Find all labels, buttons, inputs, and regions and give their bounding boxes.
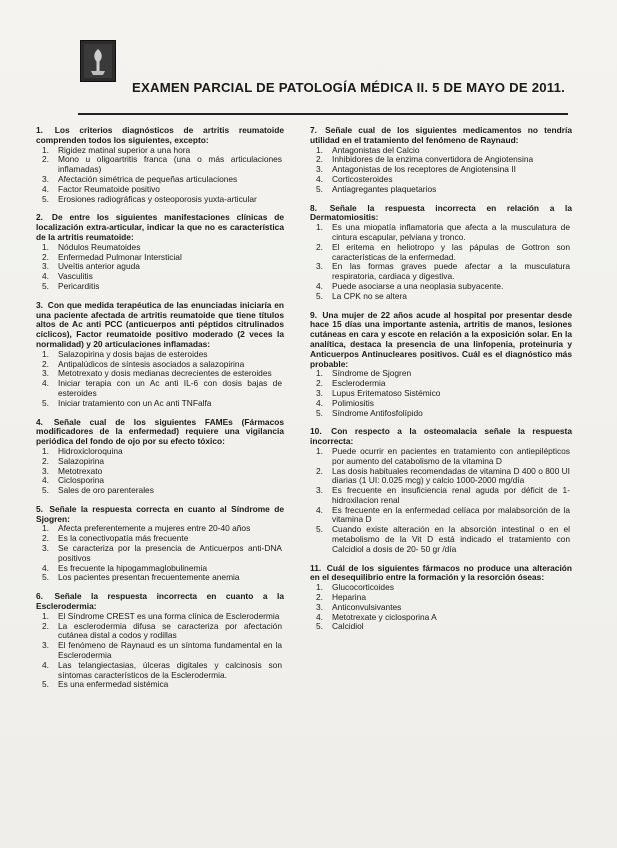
- option-number: 4.: [316, 280, 323, 291]
- answer-option: [36, 155, 284, 175]
- option-text: Síndrome de Sjogren: [332, 368, 412, 379]
- answer-options: [310, 447, 572, 555]
- option-text: Antagonistas de los receptores de Angiotensina II: [332, 164, 516, 175]
- question-stem: [36, 213, 284, 242]
- answer-options: [310, 369, 572, 418]
- option-number: 1.: [42, 523, 49, 534]
- option-number: 2.: [42, 620, 49, 631]
- question-stem: [310, 204, 572, 224]
- question-text: Con que medida terapéutica de las enunciadas iniciaría en una paciente afectada de artritis reumatoide que tiene títulos altos de Ac anti PCC (anticuerpos anti péptidos citrulinados cíclicos), Factor reumatoide positivo moderado (2 veces la normalidad) y 20 articulaciones inflamadas:: [36, 299, 285, 349]
- answer-options: [36, 524, 284, 583]
- option-number: 1.: [316, 222, 323, 233]
- option-number: 5.: [42, 485, 49, 496]
- option-number: 1.: [316, 368, 323, 379]
- question-number: 7.: [310, 125, 317, 135]
- answer-option: [310, 262, 572, 282]
- option-number: 3.: [42, 368, 49, 379]
- option-text: El eritema en heliotropo y las pápulas de Gottron son características de la enfermedad.: [332, 241, 570, 262]
- option-text: Iniciar terapia con un Ac anti IL-6 con dosis bajas de esteroides: [58, 378, 282, 398]
- option-number: 3.: [316, 261, 323, 272]
- question-text: Señale cual de los siguientes FAMEs (Fármacos modificadores de la enfermedad) requiere una vigilancia periódica del fondo de ojo por su efecto tóxico:: [36, 416, 285, 447]
- answer-option: [36, 661, 284, 681]
- option-text: Glucocorticoides: [332, 582, 394, 593]
- option-text: Polimiositis: [332, 397, 374, 408]
- option-text: Antipalúdicos de síntesis asociados a salazopirina: [58, 358, 245, 369]
- question-stem: [36, 505, 284, 525]
- option-text: Es la conectivopatía más frecuente: [58, 533, 189, 544]
- option-text: Es frecuente en la enfermedad celíaca por malabsorción de la vitamina D: [332, 504, 570, 525]
- option-number: 5.: [42, 280, 49, 291]
- answer-option: [310, 185, 572, 195]
- answer-option: [310, 506, 572, 526]
- answer-options: [36, 612, 284, 690]
- option-text: Afecta preferentemente a mujeres entre 20-40 años: [58, 523, 251, 534]
- option-number: 4.: [316, 173, 323, 184]
- answer-option: [310, 409, 572, 419]
- option-number: 4.: [316, 397, 323, 408]
- option-text: Sales de oro parenterales: [58, 485, 154, 496]
- option-number: 3.: [42, 640, 49, 651]
- option-number: 4.: [316, 504, 323, 515]
- question-10: [310, 427, 572, 554]
- option-text: Antagonistas del Calcio: [332, 144, 420, 155]
- answer-option: [310, 525, 572, 554]
- option-text: Es una enfermedad sistémica: [58, 679, 169, 690]
- option-number: 1.: [42, 144, 49, 155]
- question-stem: [36, 301, 284, 350]
- option-text: El Síndrome CREST es una forma clínica de Esclerodermia: [58, 610, 280, 621]
- question-3: [36, 301, 284, 409]
- option-number: 5.: [42, 193, 49, 204]
- option-number: 5.: [316, 183, 323, 194]
- option-number: 4.: [42, 659, 49, 670]
- option-number: 4.: [42, 475, 49, 486]
- question-text: Señale la respuesta incorrecta en cuanto a la Esclerodermia:: [36, 591, 284, 612]
- answer-options: [310, 146, 572, 195]
- option-number: 2.: [42, 455, 49, 466]
- answer-option: [310, 622, 572, 632]
- question-4: [36, 418, 284, 496]
- option-text: Nódulos Reumatoides: [58, 241, 141, 252]
- answer-option: [36, 622, 284, 642]
- option-text: Calcidiol: [332, 621, 364, 632]
- option-text: Puede ocurrir en pacientes en tratamiento con antiepilépticos por aumento del catabolismo de la vitamina D: [332, 445, 570, 466]
- question-2: [36, 213, 284, 291]
- question-text: Señale la respuesta correcta en cuanto al Síndrome de Sjogren:: [36, 503, 284, 524]
- option-number: 4.: [316, 611, 323, 622]
- option-number: 3.: [316, 485, 323, 496]
- option-text: Metotrexato: [58, 465, 103, 476]
- question-number: 9.: [310, 309, 317, 320]
- option-number: 5.: [316, 290, 323, 301]
- option-number: 5.: [42, 679, 49, 690]
- option-number: 2.: [42, 533, 49, 544]
- option-text: Afectación simétrica de pequeñas articulaciones: [58, 173, 238, 184]
- option-text: Iniciar tratamiento con un Ac anti TNFalfa: [58, 397, 212, 408]
- question-6: [36, 592, 284, 690]
- question-number: 8.: [310, 202, 317, 213]
- option-number: 1.: [316, 582, 323, 593]
- option-text: Vasculitis: [58, 271, 93, 282]
- option-number: 4.: [42, 271, 49, 282]
- option-text: Corticosteroides: [332, 173, 393, 184]
- question-number: 4.: [36, 416, 43, 427]
- option-text: Hidroxicloroquina: [58, 445, 123, 456]
- option-number: 3.: [316, 164, 323, 175]
- option-number: 2.: [316, 154, 323, 165]
- option-text: La esclerodermia difusa se caracteriza por afectación cutánea distal a codos y rodillas: [58, 620, 282, 641]
- option-number: 3.: [316, 601, 323, 612]
- option-number: 5.: [42, 397, 49, 408]
- question-stem: [310, 564, 572, 584]
- answer-option: [310, 223, 572, 243]
- question-text: Una mujer de 22 años acude al hospital por presentar desde hace 15 días una importante astenia, artritis de manos, lesiones cutáneas en cara y escote en relación a la exposición solar. En la analítica, destaca la presencia de una linfopenia, proteinuria y Anticuerpos Antinucleares positivos. Cuál es el diagnóstico más probable:: [310, 309, 572, 369]
- option-text: Metotrexato y dosis medianas decrecientes de esteroides: [58, 368, 272, 379]
- question-text: Señale la respuesta incorrecta en relación a la Dermatomiositis:: [310, 202, 573, 223]
- option-text: Mono u oligoartritis franca (una o más articulaciones inflamadas): [58, 154, 282, 175]
- option-number: 2.: [42, 154, 49, 165]
- answer-option: [36, 544, 284, 564]
- question-number: 2.: [36, 212, 43, 223]
- option-number: 4.: [42, 562, 49, 573]
- question-text: Con respecto a la osteomalacia señale la respuesta incorrecta:: [310, 426, 572, 447]
- university-logo-icon: [80, 40, 116, 82]
- option-text: Antiagregantes plaquetarios: [332, 183, 437, 194]
- option-text: Las dosis habituales recomendadas de vitamina D 400 o 800 UI diarias (1 UI: 0.025 mcg) y calcio 1000-2000 mg/día: [332, 465, 570, 486]
- option-text: En las formas graves puede afectar a la musculatura respiratoria, cardiaca y digestiva.: [332, 261, 570, 282]
- option-number: 3.: [42, 465, 49, 476]
- option-number: 2.: [42, 251, 49, 262]
- question-stem: [36, 418, 284, 447]
- option-number: 3.: [316, 387, 323, 398]
- question-11: [310, 564, 572, 633]
- option-text: Rigidez matinal superior a una hora: [58, 144, 191, 155]
- option-number: 1.: [42, 610, 49, 621]
- question-stem: [310, 311, 572, 370]
- answer-option: [310, 486, 572, 506]
- question-stem: [310, 427, 572, 447]
- answer-options: [36, 146, 284, 205]
- answer-option: [36, 282, 284, 292]
- option-text: Es frecuente en insuficiencia renal aguda por déficit de 1-hidroxilacion renal: [332, 485, 570, 505]
- answer-options: [36, 447, 284, 496]
- question-number: 11.: [310, 562, 322, 573]
- option-text: La CPK no se altera: [332, 290, 407, 301]
- question-number: 3.: [36, 299, 43, 310]
- option-number: 3.: [42, 543, 49, 554]
- option-number: 1.: [316, 144, 323, 155]
- option-number: 3.: [42, 173, 49, 184]
- question-stem: [310, 126, 572, 146]
- answer-option: [36, 486, 284, 496]
- question-text: Cuál de los siguientes fármacos no produce una alteración en el desequilibrio entre la formación y la resorción óseas:: [310, 562, 573, 583]
- left-question-column: [36, 126, 284, 699]
- option-number: 3.: [42, 261, 49, 272]
- option-text: Anticonvulsivantes: [332, 601, 402, 612]
- answer-options: [36, 350, 284, 409]
- option-text: Las telangiectasias, úlceras digitales y calcinosis son síntomas característicos de la Esclerodermia.: [58, 659, 282, 680]
- option-text: Erosiones radiográficas y osteoporosis yuxta-articular: [58, 193, 257, 204]
- question-number: 5.: [36, 503, 43, 514]
- option-text: Esclerodermia: [332, 378, 386, 389]
- option-number: 2.: [316, 241, 323, 252]
- exam-title: EXAMEN PARCIAL DE PATOLOGÍA MÉDICA II. 5 DE MAYO DE 2011.: [132, 80, 565, 95]
- option-text: Factor Reumatoide positivo: [58, 183, 160, 194]
- question-8: [310, 204, 572, 302]
- option-text: Pericarditis: [58, 280, 100, 291]
- question-stem: [36, 126, 284, 146]
- option-text: Los pacientes presentan frecuentemente anemia: [58, 572, 240, 583]
- option-text: Es una miopatía inflamatoria que afecta a la musculatura de cintura escapular, pelviana y tronco.: [332, 222, 570, 242]
- option-number: 1.: [316, 445, 323, 456]
- question-9: [310, 311, 572, 419]
- option-text: Heparina: [332, 592, 366, 603]
- answer-options: [36, 243, 284, 292]
- option-text: Puede asociarse a una neoplasia subyacente.: [332, 280, 504, 291]
- option-text: Es frecuente la hipogammaglobulinemia: [58, 562, 207, 573]
- option-number: 5.: [316, 407, 323, 418]
- answer-option: [36, 680, 284, 690]
- option-number: 1.: [42, 241, 49, 252]
- question-text: De entre los siguientes manifestaciones clínicas de localización extra-articular, indicar la que no es característica de la artritis reumatoide:: [36, 212, 284, 242]
- question-1: [36, 126, 284, 204]
- question-7: [310, 126, 572, 195]
- option-text: Salazopirina y dosis bajas de esteroides: [58, 348, 208, 359]
- option-number: 4.: [42, 183, 49, 194]
- answer-option: [310, 243, 572, 263]
- option-text: Cuando existe alteración en la absorción intestinal o en el metabolismo de la Vit D está indicado el tratamiento con Calcidiol a dosis de 20- 50 gr /día: [332, 524, 570, 554]
- option-number: 5.: [316, 621, 323, 632]
- option-number: 1.: [42, 348, 49, 359]
- option-text: El fenómeno de Raynaud es un síntoma fundamental en la Esclerodermia: [58, 640, 282, 661]
- option-text: Metotrexate y ciclosporina A: [332, 611, 437, 622]
- option-number: 2.: [316, 378, 323, 389]
- answer-option: [36, 641, 284, 661]
- question-number: 1.: [36, 125, 43, 135]
- option-number: 4.: [42, 378, 49, 389]
- answer-option: [36, 573, 284, 583]
- option-text: Lupus Eritematoso Sistémico: [332, 387, 441, 398]
- option-number: 2.: [42, 358, 49, 369]
- option-text: Síndrome Antifosfolípido: [332, 407, 423, 418]
- option-number: 5.: [316, 524, 323, 535]
- answer-option: [36, 379, 284, 399]
- question-number: 10.: [310, 426, 322, 437]
- option-number: 1.: [42, 445, 49, 456]
- option-number: 5.: [42, 572, 49, 583]
- question-5: [36, 505, 284, 583]
- answer-options: [310, 223, 572, 301]
- answer-option: [36, 399, 284, 409]
- right-question-column: [310, 126, 572, 641]
- answer-option: [310, 467, 572, 487]
- option-text: Se caracteriza por la presencia de Anticuerpos anti-DNA positivos: [58, 543, 282, 563]
- option-text: Inhibidores de la enzima convertidora de Angiotensina: [332, 154, 534, 165]
- option-text: Uveítis anterior aguda: [58, 261, 140, 272]
- answer-option: [36, 195, 284, 205]
- answer-options: [310, 583, 572, 632]
- option-number: 2.: [316, 465, 323, 476]
- question-text: Señale cual de los siguientes medicamentos no tendría utilidad en el tratamiento del fenómeno de Raynaud:: [310, 125, 572, 145]
- question-stem: [36, 592, 284, 612]
- option-number: 2.: [316, 592, 323, 603]
- option-text: Enfermedad Pulmonar Intersticial: [58, 251, 182, 262]
- question-text: Los criterios diagnósticos de artritis reumatoide comprenden todos los siguientes, excepto:: [36, 125, 285, 145]
- question-number: 6.: [36, 591, 43, 602]
- title-divider: [78, 113, 568, 115]
- option-text: Ciclosporina: [58, 475, 105, 486]
- option-text: Salazopirina: [58, 455, 105, 466]
- answer-option: [310, 292, 572, 302]
- answer-option: [310, 447, 572, 467]
